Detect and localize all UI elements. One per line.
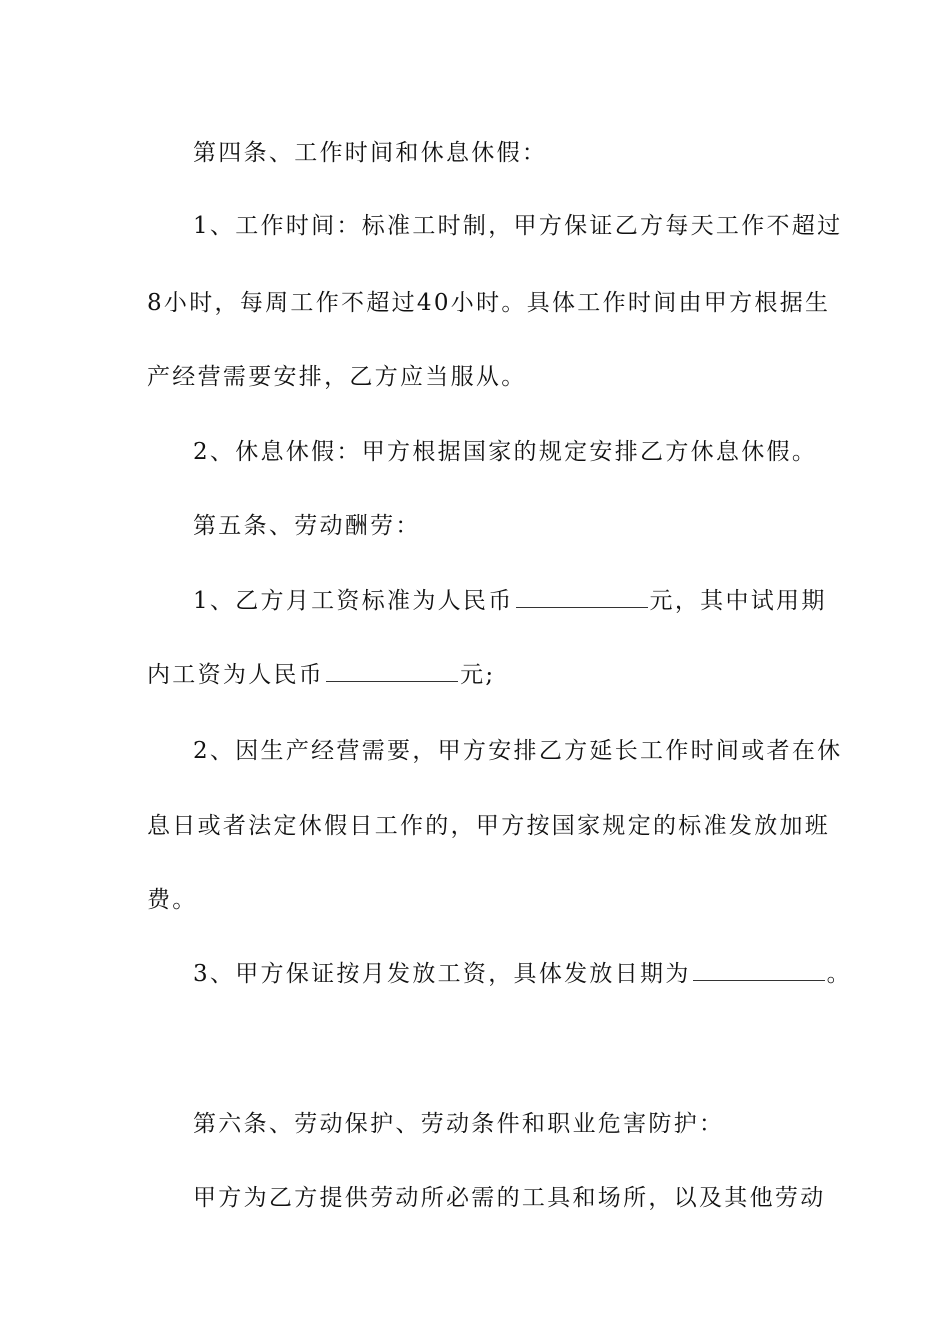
pay-date-blank <box>693 960 825 981</box>
article4-item2: 2、休息休假：甲方根据国家的规定安排乙方休息休假。 <box>193 439 818 465</box>
article4-item1-line2: 8小时，每周工作不超过40小时。具体工作时间由甲方根据生 <box>147 290 831 316</box>
article5-heading: 第五条、劳动酬劳： <box>193 513 421 539</box>
salary-blank <box>516 587 648 608</box>
article5-item1-line2-text-b: 元; <box>460 662 496 688</box>
article6-heading: 第六条、劳动保护、劳动条件和职业危害防护： <box>193 1111 725 1137</box>
article5-item3-text-b: 。 <box>826 961 852 987</box>
article4-item1-line1: 1、工作时间：标准工时制，甲方保证乙方每天工作不超过 <box>193 213 843 239</box>
article5-item2-line3: 费。 <box>147 887 198 913</box>
article5-item1-text-a: 1、乙方月工资标准为人民币 <box>193 588 514 614</box>
article4-item1-line3: 产经营需要安排，乙方应当服从。 <box>147 364 527 390</box>
article5-item2-line2: 息日或者法定休假日工作的，甲方按国家规定的标准发放加班 <box>147 813 831 839</box>
article5-item2-line1: 2、因生产经营需要，甲方安排乙方延长工作时间或者在休 <box>193 738 843 764</box>
article6-para-line1: 甲方为乙方提供劳动所必需的工具和场所，以及其他劳动 <box>193 1185 826 1211</box>
probation-salary-blank <box>326 661 458 682</box>
article5-item1-text-b: 元，其中试用期 <box>649 588 827 614</box>
article5-item3 <box>193 959 852 989</box>
article5-item1-line1 <box>193 586 827 616</box>
article5-item3-text-a: 3、甲方保证按月发放工资，具体发放日期为 <box>193 961 691 987</box>
article5-item1-line2 <box>147 660 495 690</box>
article5-item1-line2-text-a: 内工资为人民币 <box>147 662 325 688</box>
article4-heading: 第四条、工作时间和休息休假： <box>193 140 548 166</box>
